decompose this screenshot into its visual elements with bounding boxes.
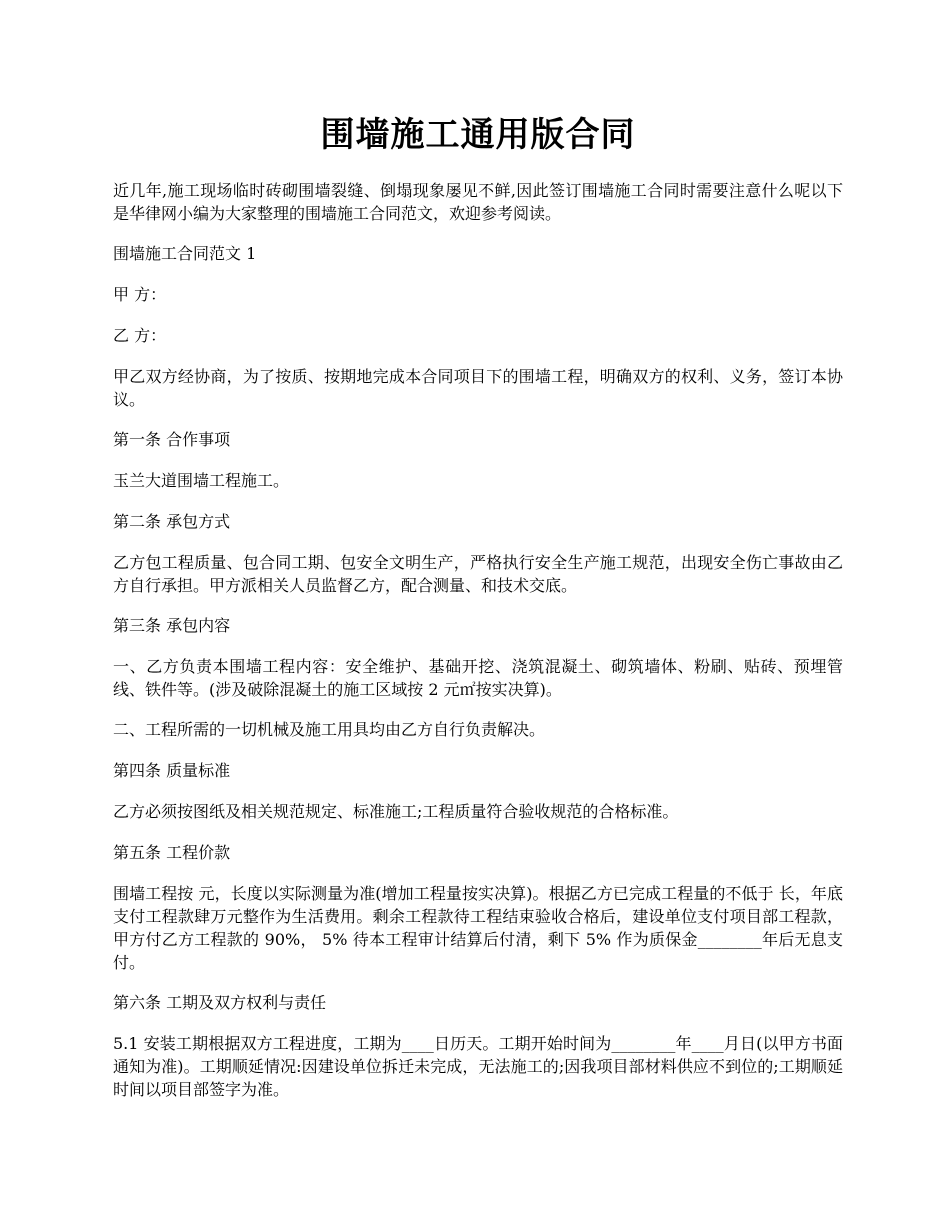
intro-paragraph: 近几年,施工现场临时砖砌围墙裂缝、倒塌现象屡见不鲜,因此签订围墙施工合同时需要注意什么呢以下是华律网小编为大家整理的围墙施工合同范文，欢迎参考阅读。 bbox=[113, 181, 843, 223]
document-page bbox=[113, 108, 843, 1118]
article-1-heading: 第一条 合作事项 bbox=[113, 430, 231, 449]
article-4-body: 乙方必须按图纸及相关规范规定、标准施工;工程质量符合验收规范的合格标准。 bbox=[113, 802, 679, 821]
article-5-heading: 第五条 工程价款 bbox=[113, 843, 231, 862]
preamble-paragraph: 甲乙双方经协商，为了按质、按期地完成本合同项目下的围墙工程，明确双方的权利、义务，签订本协议。 bbox=[113, 367, 843, 409]
article-6-clause-5-1: 5.1 安装工期根据双方工程进度，工期为____日历天。工期开始时间为________年____月日(以甲方书面通知为准)。工期顺延情况:因建设单位拆迁未完成，无法施工的;因我项目部材料供应不到位的;工期顺延时间以项目部签字为准。 bbox=[113, 1034, 843, 1099]
article-1-body: 玉兰大道围墙工程施工。 bbox=[113, 471, 290, 490]
article-4-heading: 第四条 质量标准 bbox=[113, 761, 231, 780]
article-3-heading: 第三条 承包内容 bbox=[113, 616, 231, 635]
party-a-line: 甲 方： bbox=[113, 285, 167, 304]
article-2-heading: 第二条 承包方式 bbox=[113, 512, 231, 531]
article-2-body: 乙方包工程质量、包合同工期、包安全文明生产，严格执行安全生产施工规范，出现安全伤亡事故由乙方自行承担。甲方派相关人员监督乙方，配合测量、和技术交底。 bbox=[113, 553, 843, 595]
contract-sample-heading: 围墙施工合同范文 1 bbox=[113, 244, 257, 263]
article-6-heading: 第六条 工期及双方权利与责任 bbox=[113, 993, 327, 1012]
article-3-item-2: 二、工程所需的一切机械及施工用具均由乙方自行负责解决。 bbox=[113, 720, 546, 739]
article-5-body: 围墙工程按 元，长度以实际测量为准(增加工程量按实决算)。根据乙方已完成工程量的不低于 长，年底支付工程款肆万元整作为生活费用。剩余工程款待工程结束验收合格后，建设单位支付项目部工程款，甲方付乙方工程款的 90%， 5% 待本工程审计结算后付清，剩下 5% 作为质保金________年后无息支付。 bbox=[113, 884, 843, 972]
party-b-line: 乙 方： bbox=[113, 326, 167, 345]
article-3-item-1: 一、乙方负责本围墙工程内容：安全维护、基础开挖、浇筑混凝土、砌筑墙体、粉刷、贴砖、预埋管线、铁件等。(涉及破除混凝土的施工区域按 2 元㎡按实决算)。 bbox=[113, 657, 843, 699]
document-title: 围墙施工通用版合同 bbox=[320, 115, 636, 155]
